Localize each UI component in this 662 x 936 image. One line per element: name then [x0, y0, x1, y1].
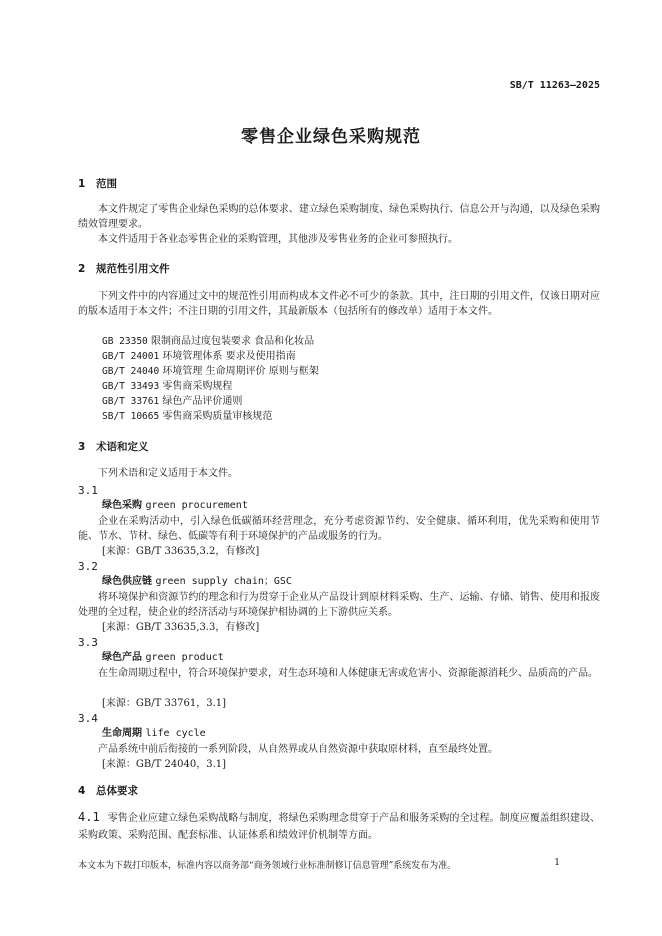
term-name — [102, 575, 292, 589]
section-4-heading — [78, 784, 138, 798]
section-number: 1 — [78, 178, 86, 190]
term-number: 3.4 — [78, 712, 98, 725]
section-3-heading — [78, 440, 149, 454]
section-number: 2 — [78, 263, 86, 275]
term-number: 3.1 — [78, 484, 98, 497]
term-source: [来源：GB/T 33635,3.3，有修改] — [102, 622, 260, 633]
term-number: 3.3 — [78, 636, 98, 649]
section-title: 总体要求 — [96, 785, 138, 797]
clause-number: 4.1 — [78, 810, 100, 824]
clause-text: 零售企业应建立绿色采购战略与制度，将绿色采购理念贯穿于产品和服务采购的全过程。制度应覆盖组织建设、采购政策、采购范围、配套标准、认证体系和绩效评价机制等方面。 — [78, 813, 600, 841]
term-number: 3.2 — [78, 560, 98, 573]
term-name-en: green procurement — [145, 500, 248, 511]
term-name-en: life cycle — [145, 728, 206, 739]
reference-title: 限制商品过度包装要求 食品和化妆品 — [150, 336, 315, 347]
term-definition: 产品系统中前后衔接的一系列阶段，从自然界或从自然资源中获取原材料，直至最终处置。 — [98, 744, 498, 755]
section-1-paragraph-1: 本文件规定了零售企业绿色采购的总体要求、建立绿色采购制度、绿色采购执行、信息公开与沟通，以及绿色采购绩效管理要求。 — [78, 204, 600, 230]
reference-title: 绿色产品评价通则 — [162, 396, 243, 407]
term-definition: 在生命周期过程中，符合环境保护要求，对生态环境和人体健康无害或危害小、资源能源消耗少、品质高的产品。 — [98, 668, 598, 679]
term-name-cn: 绿色采购 — [102, 500, 142, 511]
reference-code: GB/T 33761 — [102, 396, 160, 407]
page-number: 1 — [554, 858, 560, 868]
section-title: 范围 — [96, 178, 117, 190]
term-source: [来源：GB/T 24040，3.1] — [102, 759, 227, 770]
term-definition: 将环境保护和资源节约的理念和行为贯穿于企业从产品设计到原材料采购、生产、运输、存储、销售、使用和报废处理的全过程，使企业的经济活动与环境保护相协调的上下游供应关系。 — [78, 592, 600, 618]
reference-item — [102, 364, 319, 379]
term-source: [来源：GB/T 33761，3.1] — [102, 698, 227, 709]
term-name-cn: 绿色产品 — [102, 652, 142, 663]
reference-title: 环境管理体系 要求及使用指南 — [162, 351, 296, 362]
section-number: 3 — [78, 441, 86, 453]
section-1-heading — [78, 177, 117, 191]
section-title: 规范性引用文件 — [96, 263, 170, 275]
reference-title: 零售商采购质量审核规范 — [162, 411, 273, 422]
reference-title: 零售商采购规程 — [162, 381, 233, 392]
section-title: 术语和定义 — [96, 441, 149, 453]
term-source: [来源：GB/T 33635,3.2，有修改] — [102, 546, 260, 557]
term-name — [102, 727, 206, 741]
reference-code: SB/T 10665 — [102, 411, 160, 422]
term-name — [102, 499, 248, 513]
reference-item — [102, 379, 232, 394]
reference-item — [102, 394, 242, 409]
document-title: 零售企业绿色采购规范 — [241, 127, 421, 147]
reference-code: GB/T 24001 — [102, 351, 160, 362]
section-1-paragraph-2: 本文件适用于各业态零售企业的采购管理，其他涉及零售业务的企业可参照执行。 — [98, 234, 458, 245]
term-definition: 企业在采购活动中，引入绿色低碳循环经营理念，充分考虑资源节约、安全健康、循环利用，优先采购和使用节能、节水、节材、绿色、低碳等有利于环境保护的产品或服务的行为。 — [78, 516, 600, 542]
section-2-intro: 下列文件中的内容通过文中的规范性引用而构成本文件必不可少的条款。其中，注日期的引用文件，仅该日期对应的版本适用于本文件；不注日期的引用文件，其最新版本（包括所有的修改单）适用于本文件。 — [78, 291, 600, 317]
reference-code: GB/T 33493 — [102, 381, 160, 392]
term-name-en: green product — [145, 652, 224, 663]
term-name-en: green supply chain；GSC — [155, 576, 292, 587]
reference-title: 环境管理 生命周期评价 原则与框架 — [162, 366, 319, 377]
footer-note: 本文本为下载打印版本，标准内容以商务部“商务领域行业标准制修订信息管理”系统发布为准。 — [78, 861, 457, 871]
reference-item — [102, 349, 296, 364]
clause-4-1 — [78, 809, 600, 844]
term-name-cn: 绿色供应链 — [102, 576, 152, 587]
reference-item — [102, 334, 314, 349]
term-name — [102, 651, 224, 665]
section-number: 4 — [78, 785, 86, 797]
standard-number: SB/T 11263—2025 — [509, 80, 600, 91]
term-name-cn: 生命周期 — [102, 728, 142, 739]
section-3-intro: 下列术语和定义适用于本文件。 — [98, 468, 238, 479]
reference-code: GB/T 24040 — [102, 366, 160, 377]
section-2-heading — [78, 262, 170, 276]
reference-code: GB 23350 — [102, 336, 148, 347]
reference-item — [102, 409, 272, 424]
